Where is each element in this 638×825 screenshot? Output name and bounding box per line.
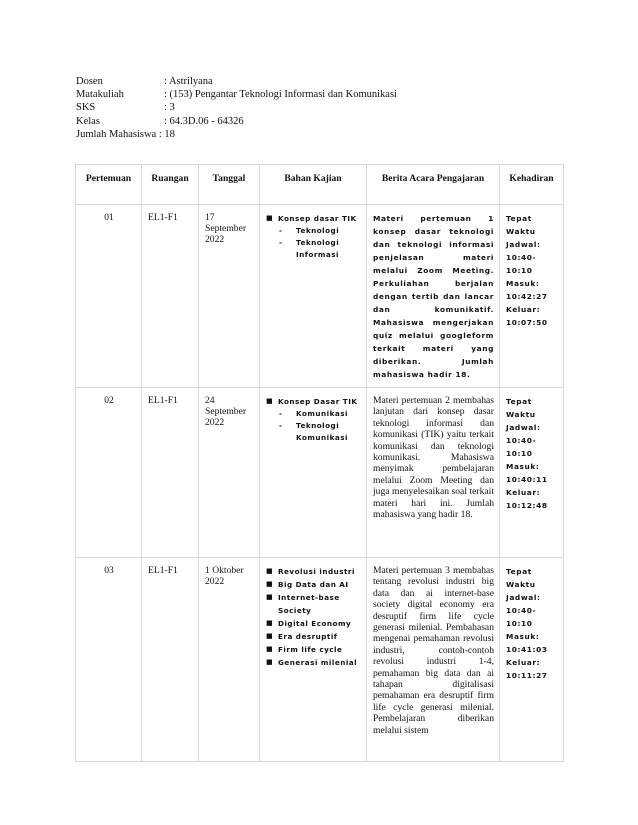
tanggal-value: 24 September 2022 xyxy=(205,395,247,429)
dash-icon: - xyxy=(279,226,283,235)
cell-pertemuan xyxy=(76,205,142,388)
list-item xyxy=(266,630,361,643)
kehadiran-line: Waktu xyxy=(506,227,536,236)
cell-ruangan xyxy=(142,558,199,762)
kehadiran-line: 10:40-10:10 xyxy=(506,606,537,628)
topic-label: Firm life cycle xyxy=(278,645,343,654)
berita-acara-text: Materi pertemuan 3 membahas tentang revolusi industri big data dan ai internet-base society digital economy era desruptif firm life cycle generasi milenial. Pembahasan mengenai pemahaman revolusi industri, contoh-contoh revolusi industri 1-4, pemahaman big data dan ai tahapan digitalisasi pemahaman era desruptif firm life cycle generasi milenial. Pembelajaran diberikan melalui sistem xyxy=(373,565,494,736)
ruangan-value: EL1-F1 xyxy=(148,212,178,223)
info-value: : 64.3D.06 - 64326 xyxy=(164,115,244,127)
cell-pertemuan xyxy=(76,388,142,558)
cell-kehadiran xyxy=(500,205,564,388)
kehadiran-line: 10:40-10:10 xyxy=(506,436,537,458)
kehadiran-line: Tepat xyxy=(506,214,532,223)
cell-bahan-kajian xyxy=(260,388,367,558)
list-item xyxy=(266,212,361,261)
pertemuan-value: 01 xyxy=(104,212,114,223)
info-key: Kelas xyxy=(76,115,100,127)
kehadiran-line: Waktu xyxy=(506,580,536,589)
berita-acara-text: Materi pertemuan 1 konsep dasar teknologi dan teknologi informasi penjelasan materi melalui Zoom Meeting. Perkuliahan berjalan dengan tertib dan lancar dan komunikatif. Mahasiswa mengerjakan quiz melalui googleform terkait materi yang diberikan. Jumlah mahasiswa hadir 18. xyxy=(373,214,494,379)
sub-list-item xyxy=(278,420,361,444)
kehadiran-info xyxy=(500,388,563,518)
cell-bahan-kajian xyxy=(260,205,367,388)
sub-topic-label: Komunikasi xyxy=(296,409,348,418)
info-value: : (153) Pengantar Teknologi Informasi dan Komunikasi xyxy=(164,89,397,101)
table-row xyxy=(76,205,564,388)
kehadiran-line: 10:12:48 xyxy=(506,501,548,510)
tanggal-value: 17 September 2022 xyxy=(205,212,247,246)
topic-label: Digital Economy xyxy=(278,619,352,628)
bullet-icon: ■ xyxy=(266,632,274,640)
kehadiran-info xyxy=(500,205,563,335)
cell-tanggal xyxy=(199,388,260,558)
bullet-icon: ■ xyxy=(266,645,274,653)
info-key: Matakuliah xyxy=(76,89,124,101)
sub-topic-label: Teknologi Komunikasi xyxy=(296,421,348,442)
info-row-sks xyxy=(76,101,397,114)
list-item xyxy=(266,617,361,630)
topic-label: Big Data dan AI xyxy=(278,580,349,589)
bullet-icon: ■ xyxy=(266,658,274,666)
sub-topic-list xyxy=(278,225,361,261)
header-pertemuan: Pertemuan xyxy=(76,165,142,205)
info-value: : 3 xyxy=(164,102,175,114)
dash-icon: - xyxy=(279,409,283,418)
cell-berita-acara xyxy=(367,558,500,762)
kehadiran-line: 10:11:27 xyxy=(506,671,548,680)
header-kehadiran: Kehadiran xyxy=(500,165,564,205)
pertemuan-value: 02 xyxy=(104,395,114,406)
kehadiran-line: 10:41:03 xyxy=(506,645,548,654)
topic-label: Generasi milenial xyxy=(278,658,358,667)
info-jumlah-mahasiswa: Jumlah Mahasiswa : 18 xyxy=(76,128,175,140)
kehadiran-line: Keluar: xyxy=(506,305,541,314)
bullet-icon: ■ xyxy=(266,214,274,222)
kehadiran-line: Masuk: xyxy=(506,279,540,288)
info-row-kelas xyxy=(76,115,397,128)
info-value: : Astrilyana xyxy=(164,76,213,87)
course-info xyxy=(76,75,397,141)
kehadiran-line: Jadwal: xyxy=(506,240,541,249)
ruangan-value: EL1-F1 xyxy=(148,565,178,576)
header-bahan-kajian: Bahan Kajian xyxy=(260,165,367,205)
table-header-row xyxy=(76,165,564,205)
cell-kehadiran xyxy=(500,558,564,762)
table-row xyxy=(76,388,564,558)
ruangan-value: EL1-F1 xyxy=(148,395,178,406)
list-item xyxy=(266,578,361,591)
dash-icon: - xyxy=(279,421,283,430)
header-berita-acara: Berita Acara Pengajaran xyxy=(367,165,500,205)
kehadiran-line: 10:07:50 xyxy=(506,318,548,327)
bullet-icon: ■ xyxy=(266,397,274,405)
list-item xyxy=(266,395,361,444)
cell-ruangan xyxy=(142,205,199,388)
topic-label: Era desruptif xyxy=(278,632,338,641)
info-row-matakuliah xyxy=(76,88,397,101)
cell-tanggal xyxy=(199,558,260,762)
cell-bahan-kajian xyxy=(260,558,367,762)
table-row xyxy=(76,558,564,762)
list-item xyxy=(266,591,361,617)
cell-berita-acara xyxy=(367,388,500,558)
kehadiran-info xyxy=(500,558,563,688)
cell-kehadiran xyxy=(500,388,564,558)
bahan-kajian-list xyxy=(266,565,361,669)
kehadiran-line: Jadwal: xyxy=(506,593,541,602)
bahan-kajian-list-wrap xyxy=(260,205,366,267)
info-key: SKS xyxy=(76,102,96,114)
attendance-table xyxy=(75,164,564,762)
kehadiran-line: Keluar: xyxy=(506,658,541,667)
bahan-kajian-list-wrap xyxy=(260,558,366,675)
sub-list-item xyxy=(278,408,361,420)
topic-label: Revolusi industri xyxy=(278,567,355,576)
header-tanggal: Tanggal xyxy=(199,165,260,205)
cell-berita-acara xyxy=(367,205,500,388)
topic-label: Internet-base Society xyxy=(278,593,340,615)
kehadiran-line: Waktu xyxy=(506,410,536,419)
bullet-icon: ■ xyxy=(266,619,274,627)
bahan-kajian-list xyxy=(266,395,361,444)
kehadiran-line: Keluar: xyxy=(506,488,541,497)
header-ruangan: Ruangan xyxy=(142,165,199,205)
sub-topic-label: Teknologi Informasi xyxy=(296,238,340,259)
sub-list-item xyxy=(278,237,361,261)
bahan-kajian-list-wrap xyxy=(260,388,366,450)
cell-pertemuan xyxy=(76,558,142,762)
kehadiran-line: Masuk: xyxy=(506,462,540,471)
bullet-icon: ■ xyxy=(266,580,274,588)
kehadiran-line: Tepat xyxy=(506,397,532,406)
kehadiran-line: 10:42:27 xyxy=(506,292,548,301)
info-row-dosen xyxy=(76,75,397,88)
kehadiran-line: 10:40:11 xyxy=(506,475,548,484)
dash-icon: - xyxy=(279,238,283,247)
pertemuan-value: 03 xyxy=(104,565,114,576)
tanggal-value: 1 Oktober 2022 xyxy=(205,565,244,588)
sub-topic-list xyxy=(278,408,361,444)
kehadiran-line: Masuk: xyxy=(506,632,540,641)
kehadiran-line: 10:40-10:10 xyxy=(506,253,537,275)
berita-acara-text: Materi pertemuan 2 membahas lanjutan dari konsep dasar teknologi informasi dan komunikasi (TIK) yaitu terkait komunikasi dan teknologi komunikasi. Mahasiswa menyimak pembelajaran melalui Zoom Meeting dan juga menyelesaikan soal terkait materi hari ini. Jumlah mahasiswa yang hadir 18. xyxy=(373,395,494,521)
bahan-kajian-list xyxy=(266,212,361,261)
sub-list-item xyxy=(278,225,361,237)
list-item xyxy=(266,643,361,656)
sub-topic-label: Teknologi xyxy=(296,226,340,235)
list-item xyxy=(266,656,361,669)
cell-tanggal xyxy=(199,205,260,388)
list-item xyxy=(266,565,361,578)
info-key: Dosen xyxy=(76,76,103,87)
kehadiran-line: Jadwal: xyxy=(506,423,541,432)
cell-ruangan xyxy=(142,388,199,558)
bullet-icon: ■ xyxy=(266,567,274,575)
topic-label: Konsep Dasar TIK xyxy=(278,397,358,406)
topic-label: Konsep dasar TIK xyxy=(278,214,357,223)
bullet-icon: ■ xyxy=(266,593,274,601)
kehadiran-line: Tepat xyxy=(506,567,532,576)
